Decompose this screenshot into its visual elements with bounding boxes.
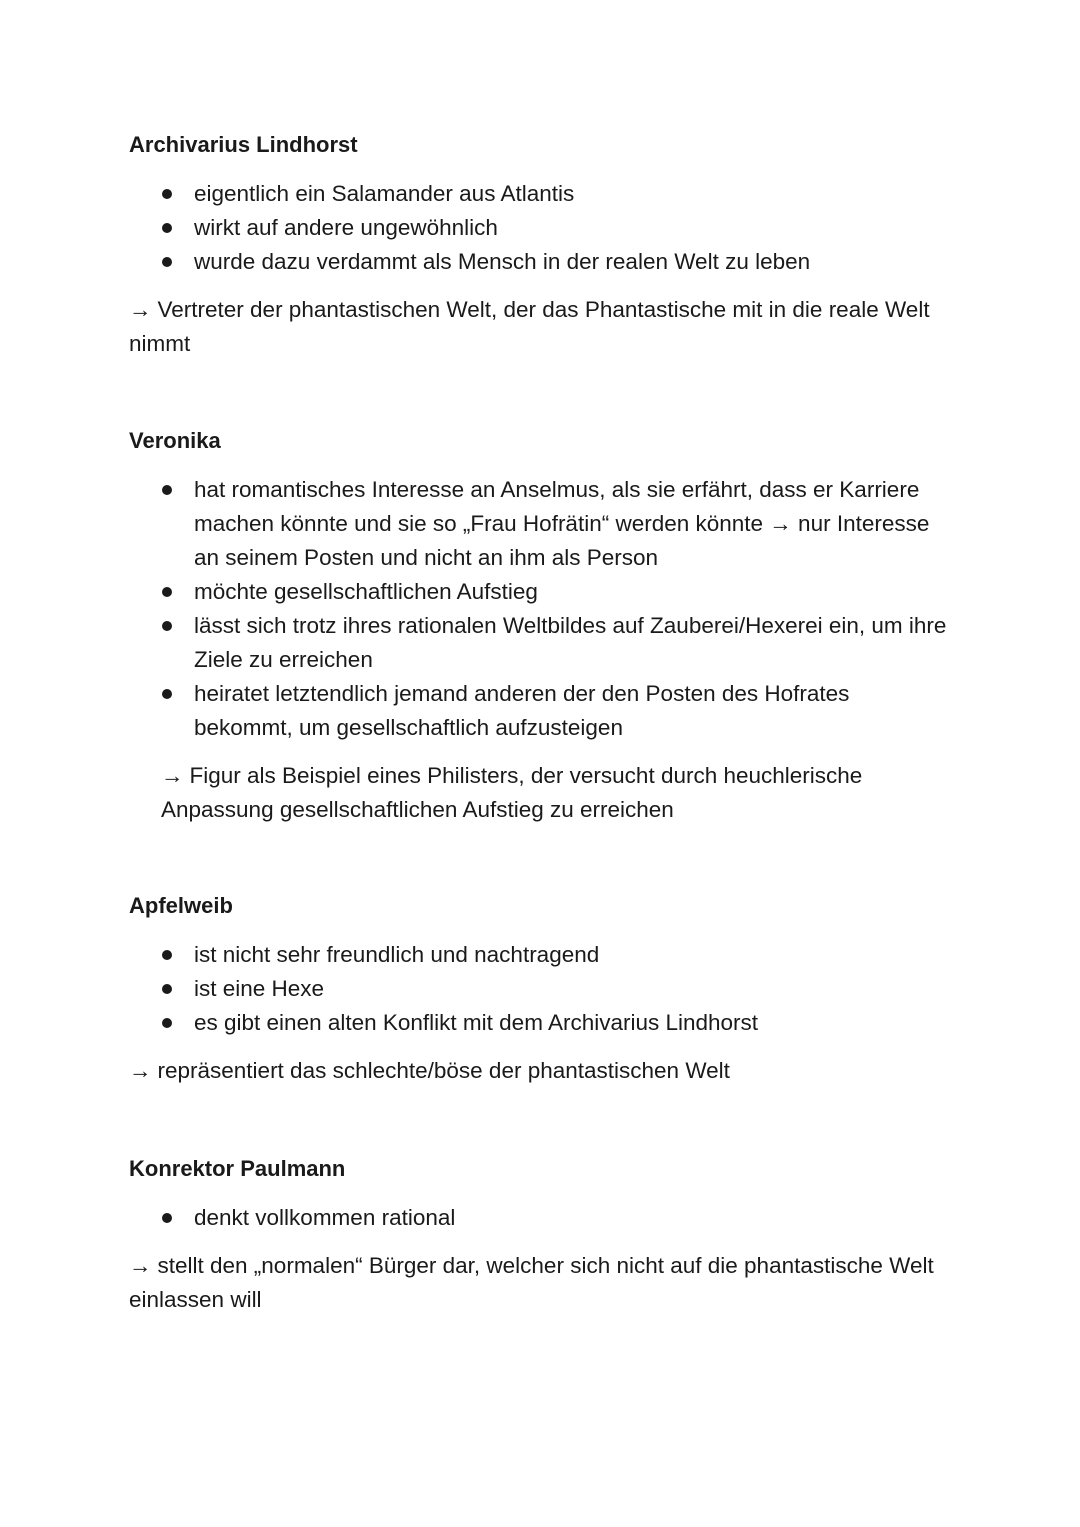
bullet-list: [129, 473, 949, 745]
list-item: hat romantisches Interesse an Anselmus, als sie erfährt, dass er Karriere machen könnte und sie so „Frau Hofrätin“ werden könnte → nur Interesse an seinem Posten und nicht an ihm als Person: [129, 473, 949, 575]
bullet-icon: [162, 189, 172, 199]
list-item: ist nicht sehr freundlich und nachtragend: [129, 938, 949, 972]
bullet-icon: [162, 485, 172, 495]
list-item: es gibt einen alten Konflikt mit dem Archivarius Lindhorst: [129, 1006, 949, 1040]
right-arrow-icon: →: [161, 763, 184, 788]
list-item: lässt sich trotz ihres rationalen Weltbildes auf Zauberei/Hexerei ein, um ihre Ziele zu erreichen: [129, 609, 949, 677]
list-item: denkt vollkommen rational: [129, 1201, 949, 1235]
bullet-list: [129, 1201, 949, 1235]
bullet-list: [129, 938, 949, 1040]
bullet-list: [129, 177, 949, 279]
bullet-icon: [162, 984, 172, 994]
section-konrektor-paulmann: [129, 1154, 949, 1316]
section-heading: Veronika: [129, 428, 221, 453]
summary-text: → Figur als Beispiel eines Philisters, der versucht durch heuchlerische Anpassung gesellschaftlichen Aufstieg zu erreichen: [161, 763, 863, 822]
summary-text: → stellt den „normalen“ Bürger dar, welcher sich nicht auf die phantastische Welt einlassen will: [129, 1253, 934, 1312]
section-veronika: [129, 426, 949, 826]
summary-text: → Vertreter der phantastischen Welt, der das Phantastische mit in die reale Welt nimmt: [129, 297, 930, 356]
list-item: wurde dazu verdammt als Mensch in der realen Welt zu leben: [129, 245, 949, 279]
section-heading: Konrektor Paulmann: [129, 1156, 346, 1181]
right-arrow-icon: →: [129, 1253, 152, 1278]
bullet-icon: [162, 223, 172, 233]
summary-text: → repräsentiert das schlechte/böse der phantastischen Welt: [129, 1058, 730, 1083]
bullet-icon: [162, 1018, 172, 1028]
bullet-icon: [162, 257, 172, 267]
bullet-icon: [162, 1213, 172, 1223]
section-archivarius-lindhorst: [129, 130, 949, 360]
list-item: wirkt auf andere ungewöhnlich: [129, 211, 949, 245]
section-heading: Archivarius Lindhorst: [129, 132, 358, 157]
list-item: ist eine Hexe: [129, 972, 949, 1006]
right-arrow-icon: →: [129, 1058, 152, 1083]
bullet-icon: [162, 950, 172, 960]
bullet-icon: [162, 689, 172, 699]
list-item: heiratet letztendlich jemand anderen der den Posten des Hofrates bekommt, um gesellschaftlich aufzusteigen: [129, 677, 949, 745]
section-apfelweib: [129, 891, 949, 1088]
list-item: möchte gesellschaftlichen Aufstieg: [129, 575, 949, 609]
section-heading: Apfelweib: [129, 893, 233, 918]
right-arrow-icon: →: [129, 297, 152, 322]
list-item: eigentlich ein Salamander aus Atlantis: [129, 177, 949, 211]
bullet-icon: [162, 621, 172, 631]
bullet-icon: [162, 587, 172, 597]
